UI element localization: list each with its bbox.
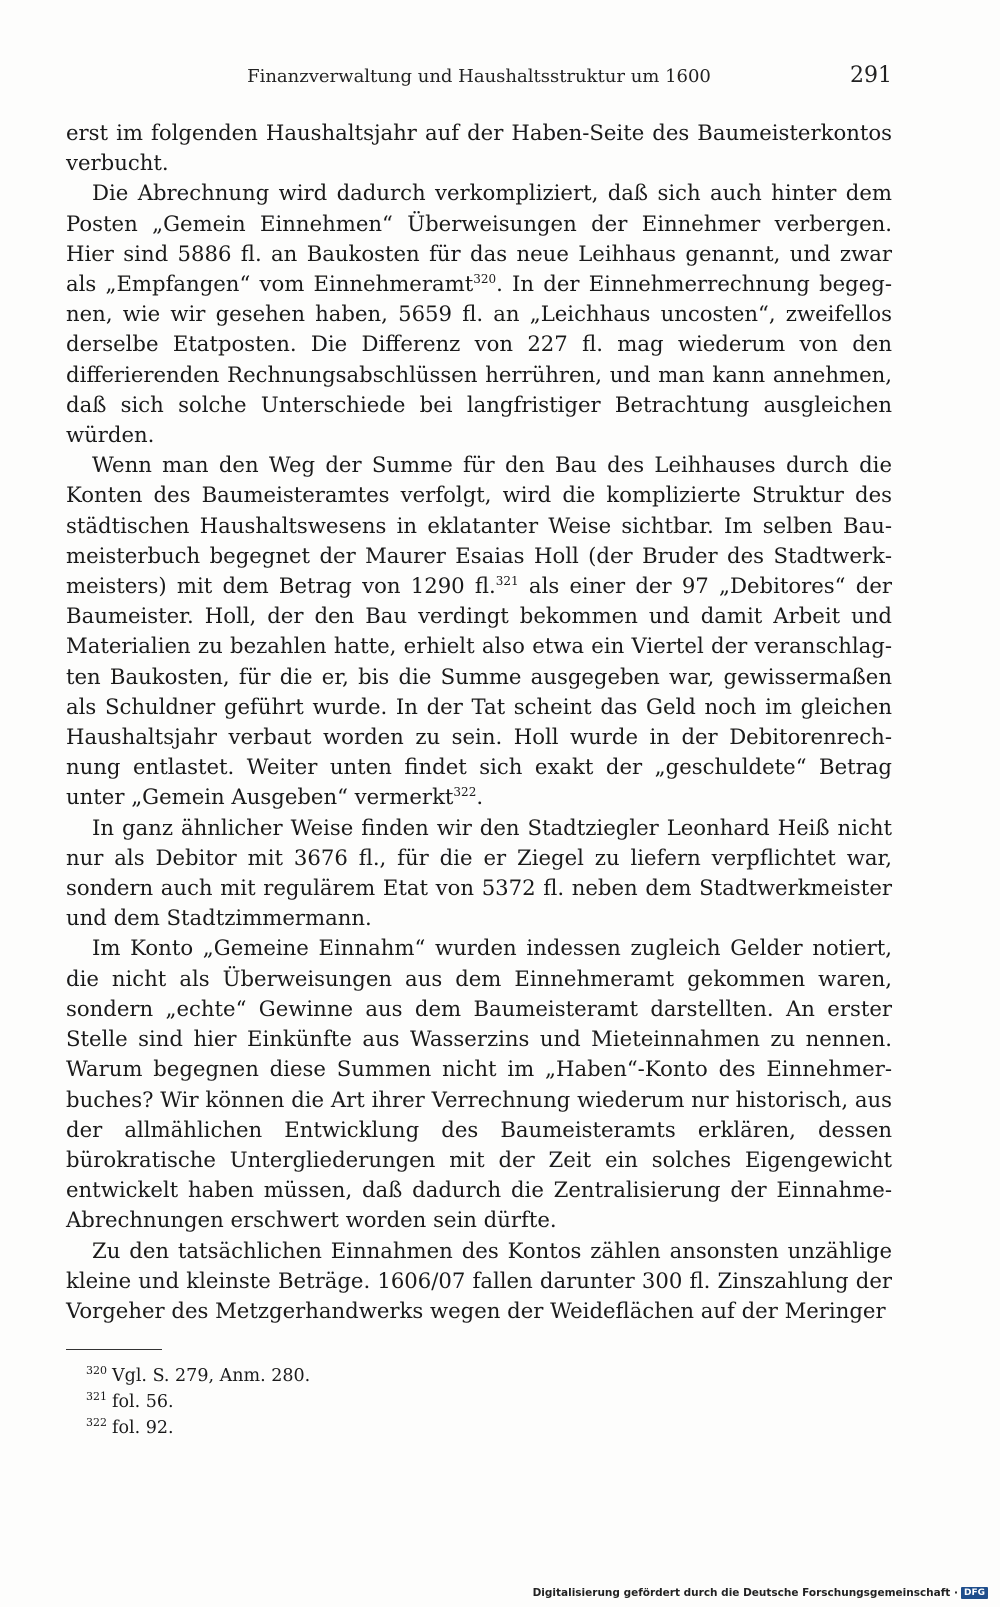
paragraph-2 xyxy=(66,178,892,450)
paragraph-2-text-a: Die Abrechnung wird dadurch verkompliziert, daß sich auch hinter dem Posten „Gemein Einnehmen“ Überweisungen der Einnehmer verbergen. Hier sind 5886 fl. an Baukosten für das neue Leihhaus genannt, und zwar als „Empfangen“ vom Einnehmeramt xyxy=(66,180,892,297)
footnote-ref-321[interactable]: 321 xyxy=(495,573,519,588)
page-number: 291 xyxy=(850,63,892,88)
paragraph-4: In ganz ähnlicher Weise finden wir den Stadtziegler Leonhard Heiß nicht nur als Debitor mit 3676 fl., für die er Ziegel zu liefern verpflichtet war, sondern auch mit regulärem Etat von 5372 fl. neben dem Stadtwerkmeister und dem Stadtzimmermann. xyxy=(66,814,892,931)
running-head xyxy=(66,62,892,92)
footnote-ref-322[interactable]: 322 xyxy=(453,785,477,800)
footnote-text: fol. 56. xyxy=(112,1392,174,1412)
paragraph-3 xyxy=(66,450,892,812)
paragraph-3-text-a: Wenn man den Weg der Summe für den Bau des Leihhauses durch die Konten des Baumeisteramtes verfolgt, wird die komplizierte Struktur des städtischen Haushaltswesens in eklatanter Weise sichtbar. Im selben Baumeisterbuch begegnet der Maurer Esaias Holl (der Bruder des Stadtwerkmeisters) mit dem Betrag von 1290 fl. xyxy=(66,452,892,599)
digitization-credit xyxy=(533,1587,988,1599)
footnote-text: Vgl. S. 279, Anm. 280. xyxy=(112,1366,311,1386)
paragraph-3-text-c: . xyxy=(476,784,484,810)
paragraph-2-text-b: . In der Einnehmerrechnung begegnen, wie wir gesehen haben, 5659 fl. an „Leichhaus uncosten“, zweifellos derselbe Etatposten. Die Differenz von 227 fl. mag wiederum von den differierenden Rechnungsabschlüssen herrühren, und man kann annehmen, daß sich solche Unterschiede bei langfristiger Betrachtung ausgleichen würden. xyxy=(66,271,893,448)
footnote-320: 320 Vgl. S. 279, Anm. 280. xyxy=(86,1364,311,1386)
body-text xyxy=(66,118,892,1326)
dfg-logo-icon: DFG xyxy=(961,1587,988,1599)
footnotes xyxy=(86,1363,686,1441)
paragraph-3-text-b: als einer der 97 „Debitores“ der Baumeister. Holl, der den Bau verdingt bekommen und damit Arbeit und Materialien zu bezahlen hatte, erhielt also etwa ein Viertel der veranschlagten Baukosten, für die er, bis die Summe ausgegeben war, gewissermaßen als Schuldner geführt wurde. In der Tat scheint das Geld noch im gleichen Haushaltsjahr verbaut worden zu sein. Holl wurde in der Debitorenrechnung entlastet. Weiter unten findet sich exakt der „geschuldete“ Betrag unter „Gemein Ausgeben“ vermerkt xyxy=(66,573,892,810)
footnote-divider xyxy=(66,1349,162,1350)
paragraph-6: Zu den tatsächlichen Einnahmen des Kontos zählen ansonsten unzählige kleine und kleinste Beträge. 1606/07 fallen darunter 300 fl. Zinszahlung der Vorgeher des Metzgerhandwerks wegen der Weideflächen auf der Meringer xyxy=(66,1237,892,1323)
footnote-text: fol. 92. xyxy=(112,1418,174,1438)
paragraph-5: Im Konto „Gemeine Einnahm“ wurden indessen zugleich Gelder notiert, die nicht als Überweisungen aus dem Einnehmeramt gekommen waren, sondern „echte“ Gewinne aus dem Baumeisteramt darstellten. An erster Stelle sind hier Einkünfte aus Wasserzins und Mieteinnahmen zu nennen. Warum begegnen diese Summen nicht im „Haben“-Konto des Einnehmerbuches? Wir können die Art ihrer Verrechnung wiederum nur historisch, aus der allmählichen Entwicklung des Baumeisteramts erklären, dessen bürokratische Untergliederungen mit der Zeit ein solches Eigengewicht entwickelt haben müssen, daß dadurch die Zentralisierung der Einnahme-Abrechnungen erschwert worden sein dürfte. xyxy=(66,935,892,1233)
digitization-credit-text: Digitalisierung gefördert durch die Deutsche Forschungsgemeinschaft · xyxy=(532,1587,958,1599)
footnote-ref-320[interactable]: 320 xyxy=(473,271,497,286)
paragraph-1: erst im folgenden Haushaltsjahr auf der Haben-Seite des Baumeisterkontos verbucht. xyxy=(66,120,892,176)
running-title: Finanzverwaltung und Haushaltsstruktur um 1600 xyxy=(247,66,711,87)
footnote-322: 322 fol. 92. xyxy=(86,1416,174,1438)
footnote-321: 321 fol. 56. xyxy=(86,1390,174,1412)
